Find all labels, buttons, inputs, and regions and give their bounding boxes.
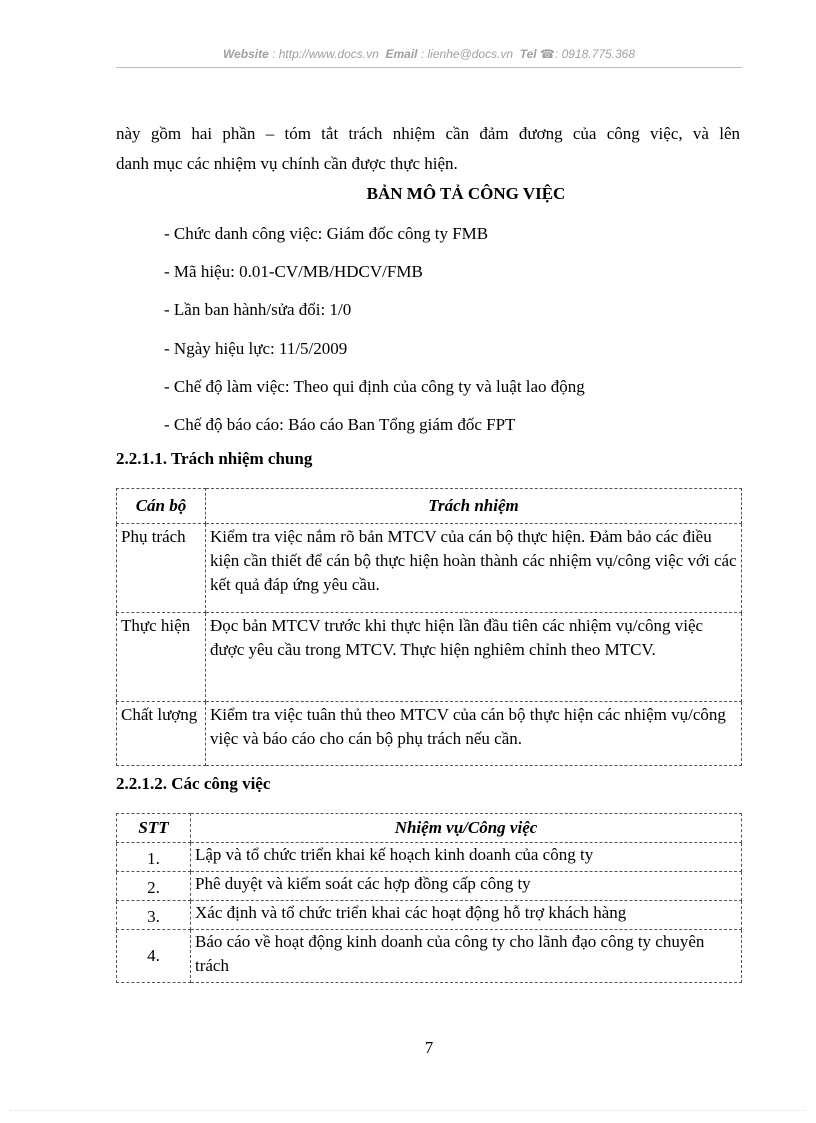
table-row	[117, 930, 742, 983]
page-number: 7	[424, 1038, 434, 1057]
responsibility-cell: Kiểm tra việc nắm rõ bản MTCV của cán bộ thực hiện. Đảm bảo các điều kiện cần thiết để cán bộ thực hiện hoàn thành các nhiệm vụ/công việc với các kết quả đáp ứng yêu cầu.	[206, 524, 742, 613]
document-title: BẢN MÔ TẢ CÔNG VIỆC	[366, 184, 566, 203]
table-row	[117, 872, 742, 901]
task-cell: Xác định và tổ chức triển khai các hoạt động hỗ trợ khách hàng	[191, 901, 742, 930]
list-item: - Lần ban hành/sửa đổi: 1/0	[164, 300, 352, 320]
table-row	[117, 702, 742, 766]
header-divider	[116, 67, 742, 68]
row-number: 1.	[117, 843, 191, 872]
role-cell: Chất lượng	[117, 702, 206, 766]
table-row	[117, 843, 742, 872]
email-value: : lienhe@docs.vn	[420, 47, 514, 61]
list-item: - Ngày hiệu lực: 11/5/2009	[164, 338, 348, 358]
table-header-row	[117, 814, 742, 843]
tel-value: : 0918.775.368	[554, 47, 636, 61]
list-item: - Chế độ báo cáo: Báo cáo Ban Tổng giám đốc FPT	[164, 414, 516, 434]
table-row	[117, 524, 742, 613]
website-value: : http://www.docs.vn	[272, 47, 379, 61]
list-item: - Mã hiệu: 0.01-CV/MB/HDCV/FMB	[164, 262, 423, 282]
tel-label: Tel	[519, 47, 537, 61]
table-header-row	[117, 489, 742, 524]
tasks-table	[116, 813, 742, 983]
row-number: 3.	[117, 901, 191, 930]
email-label: Email	[385, 47, 418, 61]
responsibility-table	[116, 488, 742, 766]
task-cell: Lập và tổ chức triển khai kế hoạch kinh doanh của công ty	[191, 843, 742, 872]
table-row	[117, 901, 742, 930]
row-number: 4.	[117, 930, 191, 983]
phone-icon: ☎	[540, 47, 555, 61]
task-cell: Phê duyệt và kiểm soát các hợp đồng cấp công ty	[191, 872, 742, 901]
page-header	[116, 47, 742, 61]
role-cell: Phụ trách	[117, 524, 206, 613]
responsibility-cell: Đọc bản MTCV trước khi thực hiện lần đầu tiên các nhiệm vụ/công việc được yêu cầu trong MTCV. Thực hiện nghiêm chỉnh theo MTCV.	[206, 613, 742, 702]
section-heading-responsibility: 2.2.1.1. Trách nhiệm chung	[116, 449, 313, 468]
website-label: Website	[222, 47, 269, 61]
role-cell: Thực hiện	[117, 613, 206, 702]
responsibility-cell: Kiểm tra việc tuân thủ theo MTCV của cán bộ thực hiện các nhiệm vụ/công việc và báo cáo cho cán bộ phụ trách nếu cần.	[206, 702, 742, 766]
row-number: 2.	[117, 872, 191, 901]
list-item: - Chức danh công việc: Giám đốc công ty FMB	[164, 224, 489, 243]
column-header-task: Nhiệm vụ/Công việc	[191, 814, 742, 843]
job-info-list	[164, 219, 585, 448]
footer-divider	[10, 1110, 806, 1111]
column-header-responsibility: Trách nhiệm	[206, 489, 742, 524]
column-header-role: Cán bộ	[117, 489, 206, 524]
task-cell: Báo cáo về hoạt động kinh doanh của công ty cho lãnh đạo công ty chuyên trách	[191, 930, 742, 983]
intro-line-1: này gồm hai phần – tóm tắt trách nhiệm cần đảm đương của công việc, và lên	[116, 124, 740, 143]
list-item: - Chế độ làm việc: Theo qui định của công ty và luật lao động	[164, 376, 585, 396]
table-row	[117, 613, 742, 702]
intro-line-2: danh mục các nhiệm vụ chính cần được thực hiện.	[116, 154, 458, 173]
section-heading-tasks: 2.2.1.2. Các công việc	[116, 774, 271, 793]
column-header-stt: STT	[117, 814, 191, 843]
